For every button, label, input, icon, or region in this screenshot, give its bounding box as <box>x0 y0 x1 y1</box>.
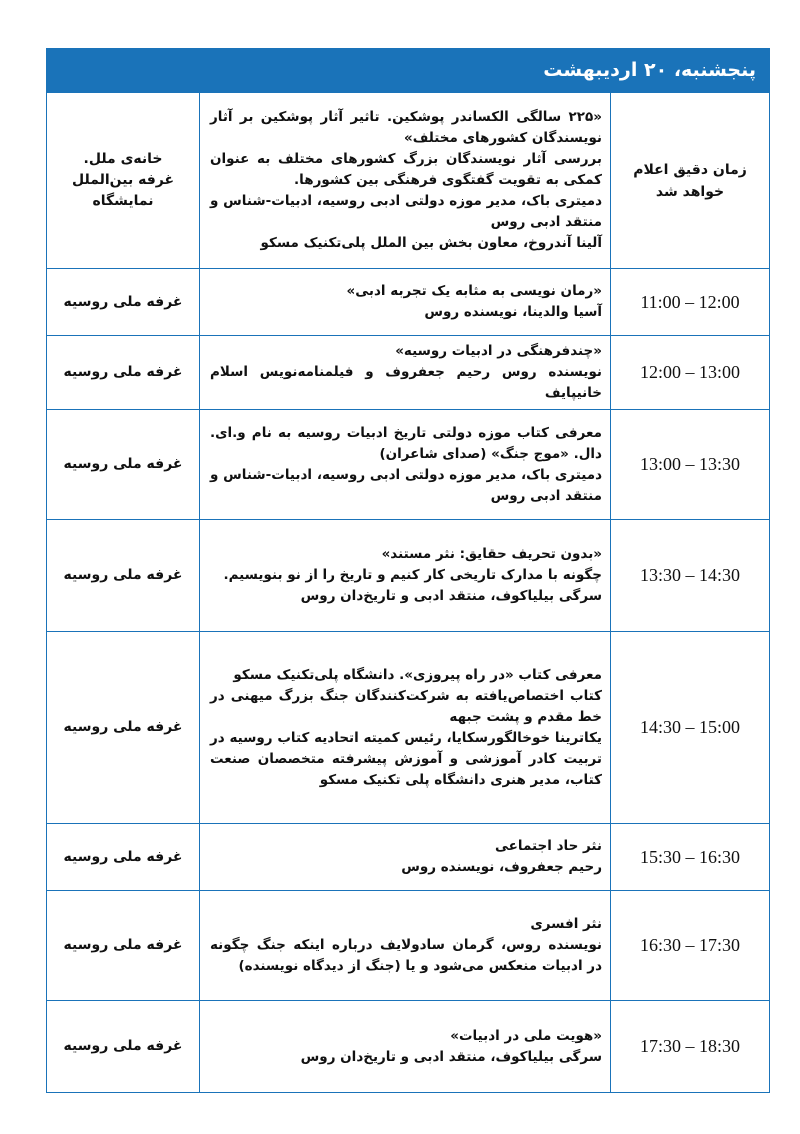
time-cell <box>611 520 770 632</box>
schedule-sheet <box>46 48 770 1093</box>
schedule-rows <box>47 93 770 1093</box>
time-cell <box>611 269 770 336</box>
description-line: «رمان نویسی به مثابه یک تجربه ادبی» <box>346 283 602 299</box>
location-cell <box>47 520 200 632</box>
location-cell <box>47 1001 200 1093</box>
description-line: دمیتری باک، مدیر موزه دولتی ادبی روسیه، ادبیات-شناس و منتقد ادبی روس <box>210 466 602 504</box>
description-line: معرفی کتاب موزه دولتی تاریخ ادبیات روسیه به نام و.ای. دال. «موج جنگ» (صدای شاعران) <box>210 424 602 462</box>
description-line: دمیتری باک، مدیر موزه دولتی ادبی روسیه، ادبیات-شناس و منتقد ادبی روس <box>210 193 602 230</box>
description-cell <box>200 93 611 269</box>
time-cell <box>611 336 770 410</box>
description-line: نویسنده روس، گرمان سادولایف درباره اینکه جنگ چگونه در ادبیات منعکس می‌شود و یا (جنگ از دیدگاه نویسنده) <box>210 937 602 974</box>
description-line: بررسی آثار نویسندگان بزرگ کشورهای مختلف به عنوان کمکی به تقویت گفتگوی فرهنگی بین کشورها. <box>210 151 602 188</box>
schedule-row <box>47 410 770 520</box>
description-line: «هویت ملی در ادبیات» <box>450 1027 602 1044</box>
time-cell <box>611 891 770 1001</box>
description-cell <box>200 891 611 1001</box>
description-line: نثر افسری <box>530 916 602 932</box>
location-line: غرفه ملی روسیه <box>63 719 183 735</box>
description-cell <box>200 269 611 336</box>
location-line: غرفه بین‌الملل <box>71 172 175 188</box>
time-text: 15:30 – 16:30 <box>639 846 740 867</box>
schedule-row <box>47 632 770 824</box>
schedule-row <box>47 336 770 410</box>
time-cell <box>611 93 770 269</box>
description-cell <box>200 824 611 891</box>
day-title: پنجشنبه، ۲۰ اردیبهشت <box>543 59 756 81</box>
location-cell <box>47 93 200 269</box>
location-line: غرفه ملی روسیه <box>63 848 183 865</box>
time-text: 11:00 – 12:00 <box>640 291 740 312</box>
location-cell <box>47 269 200 336</box>
time-text: زمان دقیق اعلام خواهد شد <box>633 161 747 200</box>
description-line: چگونه با مدارک تاریخی کار کنیم و تاریخ را از نو بنویسیم. <box>223 567 602 583</box>
schedule-row <box>47 824 770 891</box>
location-cell <box>47 632 200 824</box>
time-cell <box>611 632 770 824</box>
location-cell <box>47 891 200 1001</box>
description-line: «بدون تحریف حقایق: نثر مستند» <box>381 546 602 562</box>
schedule-row <box>47 93 770 269</box>
description-line: سرگی بیلیاکوف، منتقد ادبی و تاریخ‌دان روس <box>300 1048 602 1065</box>
description-cell <box>200 410 611 520</box>
description-line: «چندفرهنگی در ادبیات روسیه» <box>395 343 602 359</box>
time-text: 14:30 – 15:00 <box>639 717 740 737</box>
description-line: آلینا آندروخ، معاون بخش بین الملل پلی‌تکنیک مسکو <box>260 235 602 251</box>
time-text: 13:30 – 14:30 <box>639 565 740 585</box>
location-line: غرفه ملی روسیه <box>63 1038 183 1054</box>
location-line: غرفه ملی روسیه <box>63 364 183 380</box>
description-line: سرگی بیلیاکوف، منتقد ادبی و تاریخ‌دان روس <box>300 588 602 604</box>
description-cell <box>200 520 611 632</box>
location-cell <box>47 824 200 891</box>
location-line: غرفه ملی روسیه <box>63 293 183 310</box>
schedule-row <box>47 891 770 1001</box>
time-text: 12:00 – 13:00 <box>639 362 740 382</box>
time-cell <box>611 824 770 891</box>
schedule-row <box>47 520 770 632</box>
description-line: «۲۲۵ سالگی الکساندر پوشکین. تاثیر آثار پوشکین بر آثار نویسندگان کشورهای مختلف» <box>210 109 602 146</box>
location-line: غرفه ملی روسیه <box>63 937 183 953</box>
description-line: کتاب اختصاص‌یافته به شرکت‌کنندگان جنگ بزرگ میهنی در خط مقدم و پشت جبهه <box>210 687 602 725</box>
time-cell <box>611 1001 770 1093</box>
location-line: نمایشگاه <box>92 193 154 209</box>
day-header <box>46 48 770 92</box>
location-line: خانه‌ی ملل. <box>83 151 163 167</box>
schedule-table <box>46 92 770 1093</box>
description-line: نثر حاد اجتماعی <box>495 838 602 854</box>
time-text: 17:30 – 18:30 <box>639 1036 740 1056</box>
description-line: رحیم جعفروف، نویسنده روس <box>401 859 602 875</box>
location-line: غرفه ملی روسیه <box>63 456 183 472</box>
time-text: 16:30 – 17:30 <box>639 935 740 955</box>
description-cell <box>200 632 611 824</box>
description-line: معرفی کتاب «در راه پیروزی». دانشگاه پلی‌تکنیک مسکو <box>233 666 602 683</box>
location-cell <box>47 336 200 410</box>
description-cell <box>200 1001 611 1093</box>
description-line: یکاترینا خوخالگورسکایا، رئیس کمیته اتحادیه کتاب روسیه در تربیت کادر آموزشی و آموزش پیشرفته متخصصان صنعت کتاب، مدیر هنری دانشگاه پلی تکنیک مسکو <box>210 729 602 788</box>
time-cell <box>611 410 770 520</box>
schedule-row <box>47 269 770 336</box>
location-line: غرفه ملی روسیه <box>63 567 183 583</box>
description-cell <box>200 336 611 410</box>
schedule-row <box>47 1001 770 1093</box>
location-cell <box>47 410 200 520</box>
description-line: نویسنده روس رحیم جعفروف و فیلمنامه‌نویس اسلام خانیپایف <box>210 364 602 401</box>
description-line: آسیا والدینا، نویسنده روس <box>424 304 602 320</box>
time-text: 13:00 – 13:30 <box>639 454 740 474</box>
